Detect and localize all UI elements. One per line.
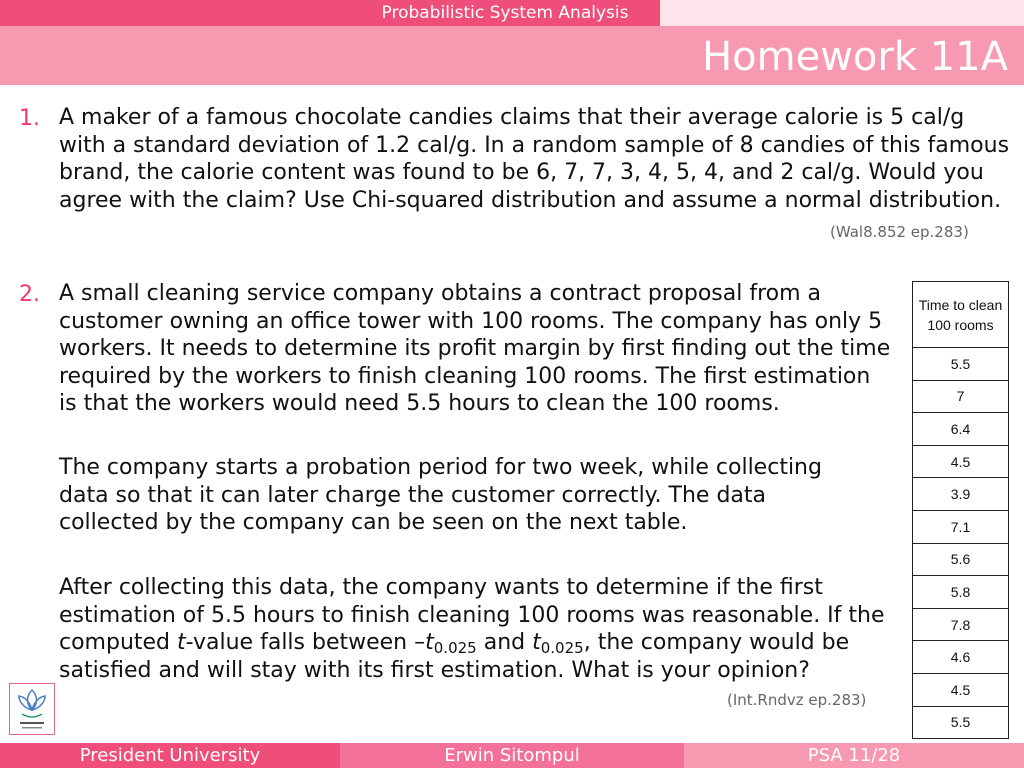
table-cell: 4.5 (913, 445, 1009, 478)
footer-author: Erwin Sitompul (340, 743, 684, 768)
table-cell: 4.5 (913, 673, 1009, 706)
table-header: Time to clean 100 rooms (913, 282, 1009, 348)
problem-2-reference: (Int.Rndvz ep.283) (727, 691, 867, 709)
table-cell: 7 (913, 380, 1009, 413)
problem-2-number: 2. (19, 282, 40, 307)
cleaning-time-table (912, 281, 1009, 739)
footer-page-number: PSA 11/28 (684, 743, 1024, 768)
problem-1-number: 1. (19, 106, 40, 131)
slide-title: Homework 11A (702, 34, 1008, 80)
table-cell: 3.9 (913, 478, 1009, 511)
problem-2-paragraph-3: After collecting this data, the company wants to determine if the first estimation of 5.5 hours to finish cleaning 100 rooms was reasonable. If the computed t-value falls between $-t_{0.025}$ and $t_{0.025}$, the company would be satisfied and will stay with its first estimation. What is your opinion? (59, 575, 885, 683)
problem-2-paragraph-1: A small cleaning service company obtains a contract proposal from a customer owning an office tower with 100 rooms. The company has only 5 workers. It needs to determine its profit margin by first finding out the time required by the workers to finish cleaning 100 rooms. The first estimation is that the workers would need 5.5 hours to clean the 100 rooms. (59, 281, 891, 417)
university-logo-icon (10, 684, 54, 734)
table-cell: 5.8 (913, 576, 1009, 609)
table-cell: 5.5 (913, 348, 1009, 381)
table-cell: 7.8 (913, 608, 1009, 641)
problem-2-paragraph-2: The company starts a probation period for two week, while collecting data so that it can later charge the customer correctly. The data collected by the company can be seen on the next table. (59, 455, 822, 536)
table-cell: 5.5 (913, 706, 1009, 739)
footer (0, 743, 1024, 768)
footer-university: President University (0, 743, 340, 768)
table-cell: 5.6 (913, 543, 1009, 576)
university-logo (9, 683, 55, 735)
table-cell: 7.1 (913, 510, 1009, 543)
table-cell: 6.4 (913, 413, 1009, 446)
table-cell: 4.6 (913, 641, 1009, 674)
problem-1-reference: (Wal8.852 ep.283) (830, 223, 969, 241)
course-title: Probabilistic System Analysis (350, 0, 660, 26)
problem-1-text: A maker of a famous chocolate candies claims that their average calorie is 5 cal/g with a standard deviation of 1.2 cal/g. In a random sample of 8 candies of this famous brand, the calorie content was found to be 6, 7, 7, 3, 4, 5, 4, and 2 cal/g. Would you agree with the claim? Use Chi-squared distribution and assume a normal distribution. (59, 105, 1010, 213)
top-bar (0, 0, 1024, 26)
top-bar-left-band (0, 0, 350, 26)
